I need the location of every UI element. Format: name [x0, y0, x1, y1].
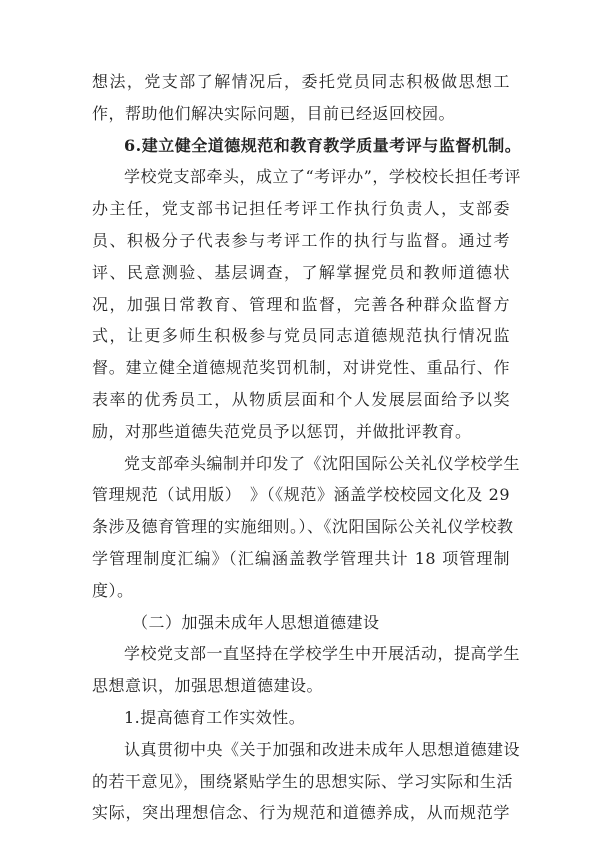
paragraph-line: 认真贯彻中央《关于加强和改进未成年人思想道德建设: [124, 739, 521, 759]
section-heading: 1.提高德育工作实效性。: [124, 707, 306, 727]
paragraph-line: 员、积极分子代表参与考评工作的执行与监督。通过考: [92, 230, 510, 250]
section-heading: （二）加强未成年人思想道德建设: [132, 612, 380, 632]
paragraph-line: 学管理制度汇编》（汇编涵盖教学管理共计 18 项管理制: [92, 548, 510, 568]
paragraph-line: 式，让更多师生积极参与党员同志道德规范执行情况监: [92, 326, 510, 346]
paragraph-line: 实际，突出理想信念、行为规范和道德养成，从而规范学: [92, 803, 510, 823]
paragraph-line: 思想意识，加强思想道德建设。: [92, 676, 324, 696]
paragraph-line: 条涉及德育管理的实施细则。）、《沈阳国际公关礼仪学校教: [92, 517, 514, 537]
paragraph-line: 管理规范（试用版） 》（《规范》涵盖学校校园文化及 29: [92, 485, 510, 505]
paragraph-line: 度）。: [92, 580, 134, 600]
paragraph-line: 督。建立健全道德规范奖罚机制，对讲党性、重品行、作: [92, 358, 510, 378]
paragraph-line: 学校党支部牵头，成立了“考评办”，学校校长担任考评: [124, 167, 521, 187]
paragraph-line: 学校党支部一直坚持在学校学生中开展活动，提高学生: [124, 644, 521, 664]
paragraph-line: 况，加强日常教育、管理和监督，完善各种群众监督方: [92, 294, 510, 314]
paragraph-line: 的若干意见》，围绕紧贴学生的思想实际、学习实际和生活: [92, 771, 514, 791]
paragraph-line: 评、民意测验、基层调查，了解掌握党员和教师道德状: [92, 262, 510, 282]
paragraph-line: 表率的优秀员工，从物质层面和个人发展层面给予以奖: [92, 389, 510, 409]
paragraph-line: 办主任，党支部书记担任考评工作执行负责人，支部委: [92, 199, 510, 219]
paragraph-line: 作，帮助他们解决实际问题，目前已经返回校园。: [92, 103, 456, 123]
paragraph-line: 党支部牵头编制并印发了《沈阳国际公关礼仪学校学生: [124, 453, 521, 473]
section-heading: 6.建立健全道德规范和教育教学质量考评与监督机制。: [124, 135, 522, 155]
paragraph-line: 励，对那些道德失范党员予以惩罚，并做批评教育。: [92, 421, 472, 441]
document-page: [92, 66, 522, 829]
paragraph-line: 想法，党支部了解情况后，委托党员同志积极做思想工: [92, 72, 510, 91]
